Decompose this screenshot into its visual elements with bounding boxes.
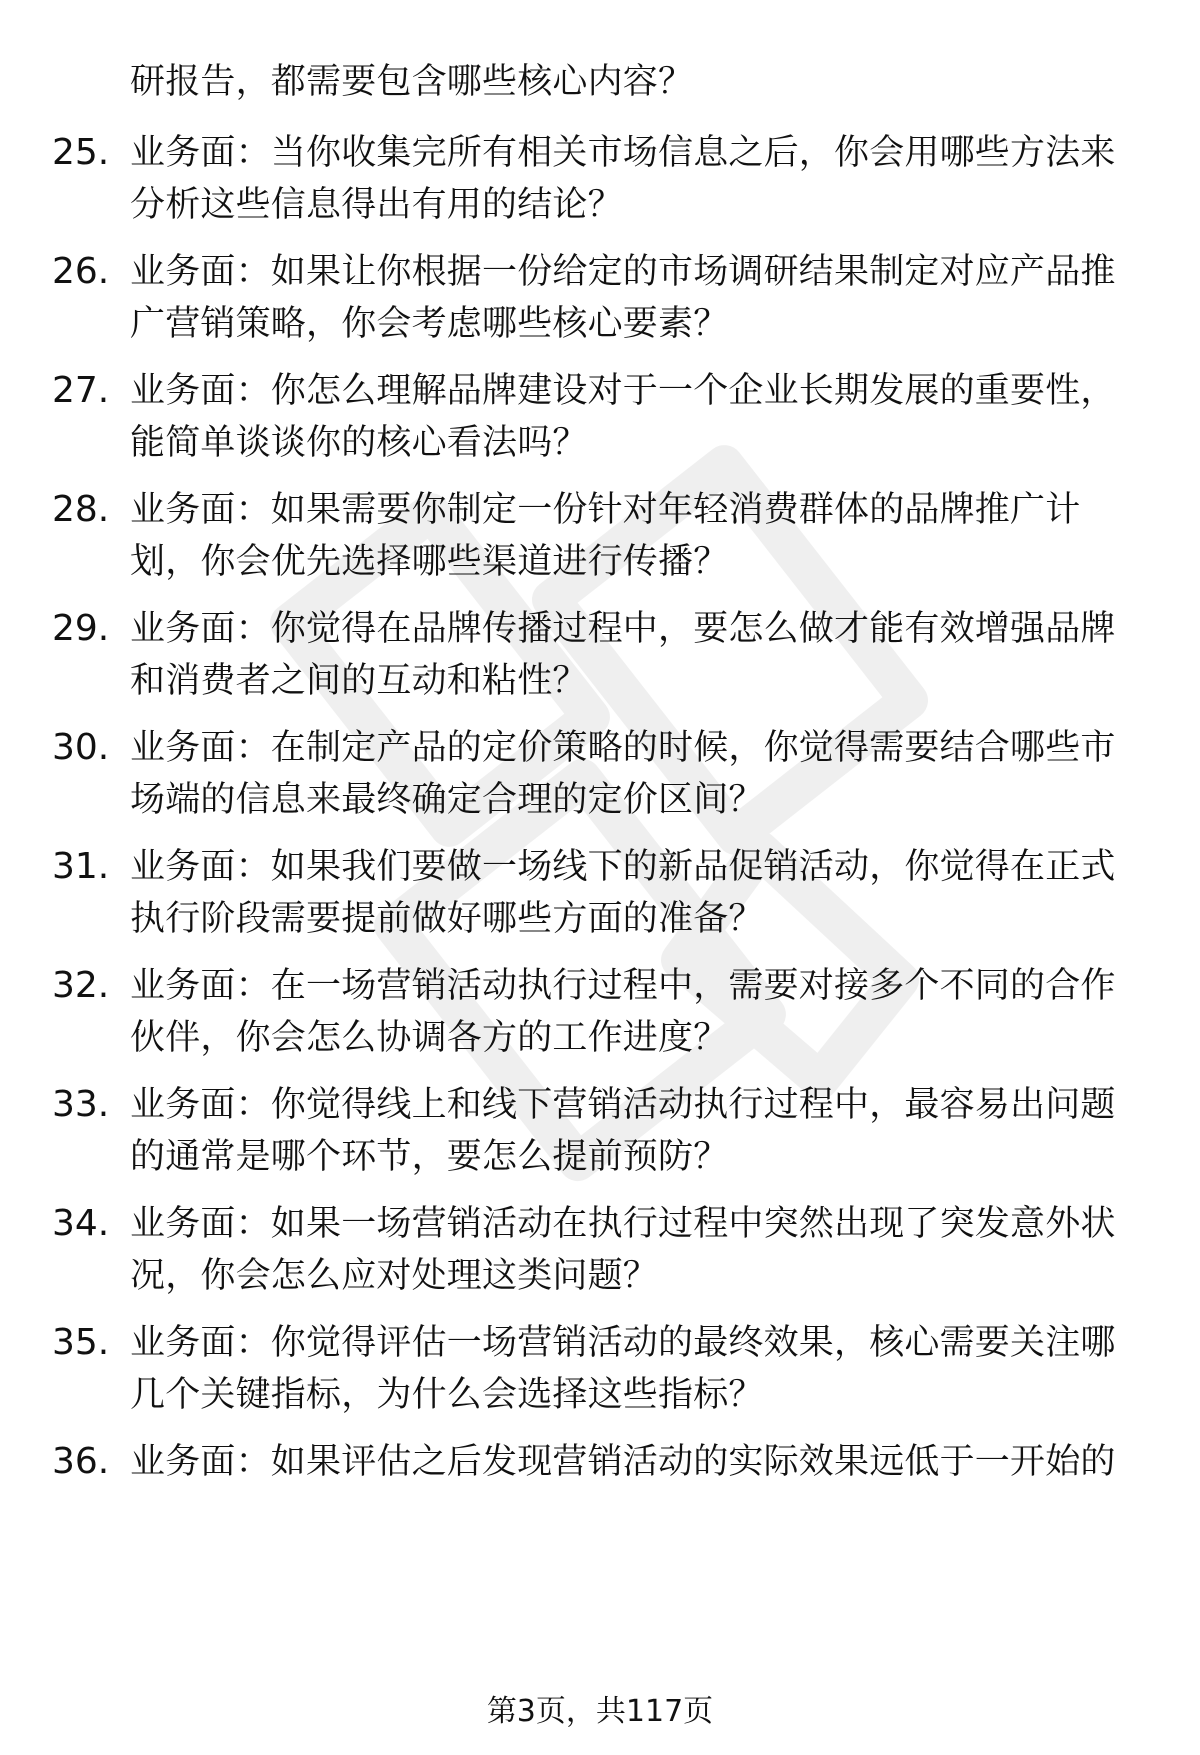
question-text-line: 况，你会怎么应对处理这类问题？ [130, 1256, 659, 1296]
question-text-line: 业务面：如果我们要做一场线下的新品促销活动，你觉得在正式 [130, 847, 1116, 887]
question-text-line: 广营销策略，你会考虑哪些核心要素？ [130, 304, 729, 344]
question-text-line: 划，你会优先选择哪些渠道进行传播？ [130, 542, 729, 582]
question-text-line: 分析这些信息得出有用的结论？ [130, 185, 623, 225]
question-number: 27. [52, 370, 110, 411]
question-number: 30. [52, 727, 110, 768]
question-text-line: 业务面：在一场营销活动执行过程中，需要对接多个不同的合作 [130, 966, 1116, 1006]
question-text-line: 的通常是哪个环节，要怎么提前预防？ [130, 1137, 729, 1177]
question-text-line: 业务面：如果让你根据一份给定的市场调研结果制定对应产品推 [130, 252, 1116, 292]
page-footer: 第3页，共117页 [486, 1694, 714, 1729]
question-text-line: 业务面：如果需要你制定一份针对年轻消费群体的品牌推广计 [130, 490, 1081, 530]
question-number: 31. [52, 846, 110, 887]
question-text-line: 能简单谈谈你的核心看法吗？ [130, 423, 588, 463]
question-text-line: 研报告，都需要包含哪些核心内容？ [130, 62, 694, 102]
question-text-line: 场端的信息来最终确定合理的定价区间？ [130, 780, 764, 820]
question-text-line: 业务面：你觉得评估一场营销活动的最终效果，核心需要关注哪 [130, 1323, 1116, 1363]
question-text-line: 业务面：在制定产品的定价策略的时候，你觉得需要结合哪些市 [130, 728, 1116, 768]
question-number: 34. [52, 1203, 110, 1244]
question-number: 28. [52, 489, 110, 530]
question-text-line: 几个关键指标，为什么会选择这些指标？ [130, 1375, 764, 1415]
question-text-line: 执行阶段需要提前做好哪些方面的准备？ [130, 899, 764, 939]
question-number: 25. [52, 132, 110, 173]
question-number: 29. [52, 608, 110, 649]
question-text-line: 和消费者之间的互动和粘性？ [130, 661, 588, 701]
question-number: 35. [52, 1322, 110, 1363]
question-text-line: 业务面：当你收集完所有相关市场信息之后，你会用哪些方法来 [130, 133, 1116, 173]
question-text-line: 业务面：你觉得线上和线下营销活动执行过程中，最容易出问题 [130, 1085, 1116, 1125]
question-text-line: 业务面：你觉得在品牌传播过程中，要怎么做才能有效增强品牌 [130, 609, 1116, 649]
question-number: 33. [52, 1084, 110, 1125]
question-text-line: 业务面：你怎么理解品牌建设对于一个企业长期发展的重要性， [130, 371, 1116, 411]
question-number: 36. [52, 1441, 110, 1482]
question-text-line: 业务面：如果评估之后发现营销活动的实际效果远低于一开始的 [130, 1442, 1116, 1482]
question-number: 26. [52, 251, 110, 292]
question-number: 32. [52, 965, 110, 1006]
question-text-line: 业务面：如果一场营销活动在执行过程中突然出现了突发意外状 [130, 1204, 1116, 1244]
question-text-line: 伙伴，你会怎么协调各方的工作进度？ [130, 1018, 729, 1058]
